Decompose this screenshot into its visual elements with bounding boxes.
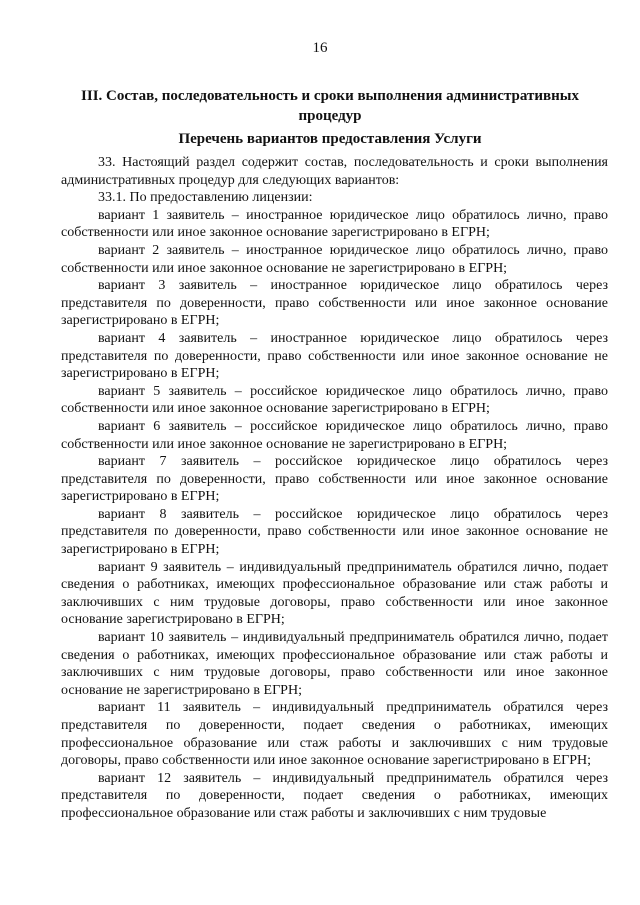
paragraph-variant-12: вариант 12 заявитель – индивидуальный предприниматель обратился через представителя по доверенности, подает сведения о работниках, имеющих профессиональное образование или стаж работы и заключивших с ним трудовые <box>61 770 608 821</box>
section-title: III. Состав, последовательность и сроки выполнения административных процедур <box>81 88 579 124</box>
paragraph-license: 33.1. По предоставлению лицензии: <box>98 190 313 206</box>
page-number: 16 <box>312 40 328 56</box>
paragraph-variant-10: вариант 10 заявитель – индивидуальный предприниматель обратился лично, подает сведения о работниках, имеющих профессиональное образование или стаж работы и заключивших с ним трудовые договоры, право собственности или иное законное основание не зарегистрировано в ЕГРН; <box>61 630 608 698</box>
paragraph-variant-3: вариант 3 заявитель – иностранное юридическое лицо обратилось через представителя по доверенности, право собственности или иное законное основание зарегистрировано в ЕГРН; <box>61 278 608 329</box>
paragraph-variant-4: вариант 4 заявитель – иностранное юридическое лицо обратилось через представителя по доверенности, право собственности или иное законное основание не зарегистрировано в ЕГРН; <box>61 330 608 382</box>
paragraph-intro: 33. Настоящий раздел содержит состав, последовательность и сроки выполнения административных процедур для следующих вариантов: <box>61 155 608 188</box>
paragraph-variant-2: вариант 2 заявитель – иностранное юридическое лицо обратилось лично, право собственности или иное законное основание не зарегистрировано в ЕГРН; <box>61 242 608 276</box>
paragraph-variant-1: вариант 1 заявитель – иностранное юридическое лицо обратилось лично, право собственности или иное законное основание зарегистрировано в ЕГРН; <box>61 207 608 241</box>
paragraph-variant-5: вариант 5 заявитель – российское юридическое лицо обратилось лично, право собственности или иное законное основание зарегистрировано в ЕГРН; <box>61 383 608 417</box>
paragraph-variant-6: вариант 6 заявитель – российское юридическое лицо обратилось лично, право собственности или иное законное основание не зарегистрировано в ЕГРН; <box>61 418 608 452</box>
document-body <box>61 154 608 823</box>
paragraph-variant-7: вариант 7 заявитель – российское юридическое лицо обратилось через представителя по доверенности, право собственности или иное законное основание зарегистрировано в ЕГРН; <box>61 454 608 505</box>
subsection-title: Перечень вариантов предоставления Услуги <box>178 131 482 147</box>
paragraph-variant-8: вариант 8 заявитель – российское юридическое лицо обратилось через представителя по доверенности, право собственности или иное законное основание не зарегистрировано в ЕГРН; <box>61 506 608 558</box>
paragraph-variant-9: вариант 9 заявитель – индивидуальный предприниматель обратился лично, подает сведения о работниках, имеющих профессиональное образование или стаж работы и заключивших с ним трудовые договоры, право собственности или иное законное основание зарегистрировано в ЕГРН; <box>61 559 608 628</box>
paragraph-variant-11: вариант 11 заявитель – индивидуальный предприниматель обратился через представителя по доверенности, подает сведения о работниках, имеющих профессиональное образование или стаж работы и заключивших с ним трудовые договоры, право собственности или иное законное основание зарегистрировано в ЕГРН; <box>61 700 608 769</box>
